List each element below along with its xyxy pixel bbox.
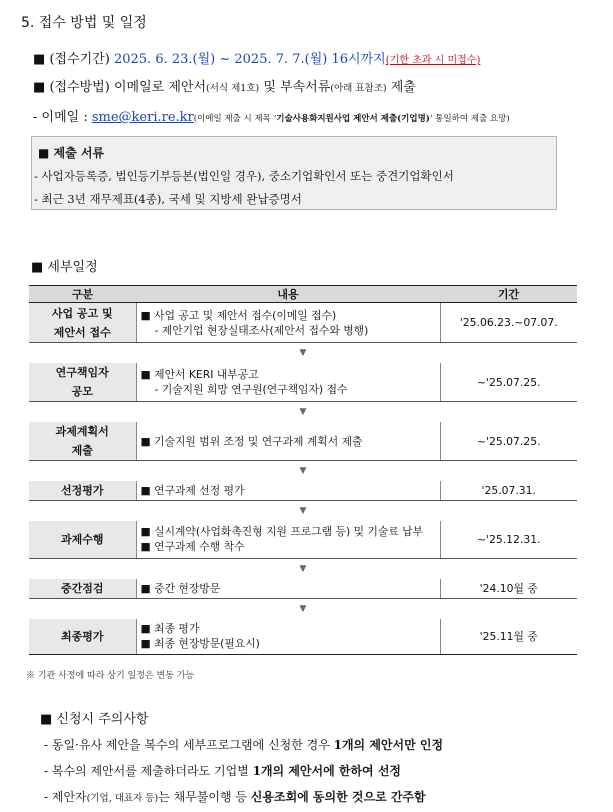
docs-item: - 사업자등록증, 법인등기부등본(법인일 경우), 중소기업확인서 또는 중견기업확인서 <box>34 169 454 183</box>
table-row <box>29 481 577 501</box>
down-arrow-icon: ▼ <box>299 563 307 574</box>
method-line <box>33 76 416 95</box>
email-link[interactable]: sme@keri.re.kr <box>91 110 194 125</box>
period-bullet: ■ <box>33 52 46 67</box>
row-content: ■ 기술지원 범위 조정 및 연구과제 계획서 제출 <box>136 422 440 461</box>
table-row <box>29 619 577 655</box>
method-text2: 및 부속서류 <box>263 80 331 95</box>
period-dates: 2025. 6. 23.(월) ~ 2025. 7. 7.(월) 16시까지 <box>113 52 386 67</box>
header-category: 구분 <box>29 286 136 303</box>
row-label: 선정평가 <box>29 481 136 501</box>
schedule-table <box>29 285 577 655</box>
row-label: 최종평가 <box>29 619 136 655</box>
row-label: 연구책임자 공모 <box>29 363 136 402</box>
period-warning: (기한 초과 시 미접수) <box>385 55 481 66</box>
row-period: ~'25.07.25. <box>440 363 577 402</box>
table-row <box>29 363 577 402</box>
table-row <box>29 521 577 558</box>
table-row <box>29 303 577 343</box>
row-label: 사업 공고 및 제안서 접수 <box>29 303 136 343</box>
schedule-footnote: ※ 기관 사정에 따라 상기 일정은 변동 가능 <box>26 671 195 681</box>
table-row <box>29 579 577 599</box>
period-line <box>33 48 480 67</box>
email-line <box>33 106 510 125</box>
caution-item: - 복수의 제안서를 제출하더라도 기업별 1개의 제안서에 한하여 선정 <box>44 764 402 778</box>
email-note-bold: 기술사용화지원사업 제안서 제출(기업명) <box>276 114 430 124</box>
table-header-row <box>29 286 577 303</box>
docs-title: ■ 제출 서류 <box>38 146 105 160</box>
method-note1: (서식 제1호) <box>206 83 260 94</box>
row-content: ■ 제안서 KERI 내부공고 - 기술지원 희망 연구원(연구책임자) 접수 <box>136 363 440 402</box>
method-text3: 제출 <box>390 80 416 95</box>
method-bullet: ■ <box>33 80 46 95</box>
submission-documents-box <box>31 136 557 210</box>
row-content: ■ 중간 현장방문 <box>136 579 440 599</box>
row-content: ■ 연구과제 선정 평가 <box>136 481 440 501</box>
down-arrow-icon: ▼ <box>299 603 307 614</box>
method-note2: (아래 표참조) <box>330 83 387 94</box>
caution-title: ■ 신청시 주의사항 <box>40 712 149 727</box>
down-arrow-icon: ▼ <box>299 348 307 358</box>
row-period: '25.06.23.~07.07. <box>440 303 577 343</box>
email-label: - 이메일 : <box>33 110 88 125</box>
row-label: 과제계획서 제출 <box>29 422 136 461</box>
table-row <box>29 422 577 461</box>
down-arrow-icon: ▼ <box>299 407 307 417</box>
row-period: ~'25.07.25. <box>440 422 577 461</box>
method-text1: 이메일로 제안서 <box>113 80 207 95</box>
email-note-pre: (이메일 제출 시 제목 ‘ <box>193 114 277 124</box>
email-note-post: ’ 통일하여 제출 요망) <box>429 114 510 124</box>
row-period: '25.11월 중 <box>440 619 577 655</box>
row-label: 중간점검 <box>29 579 136 599</box>
docs-item: - 최근 3년 재무제표(4종), 국세 및 지방세 완납증명서 <box>34 192 302 206</box>
schedule-title: ■ 세부일정 <box>31 260 98 275</box>
header-content: 내용 <box>136 286 440 303</box>
header-period: 기간 <box>440 286 577 303</box>
period-label: (접수기간) <box>49 52 110 67</box>
row-content: ■ 최종 평가 ■ 최종 현장방문(필요시) <box>136 619 440 655</box>
caution-item: - 제안자(기업, 대표자 등)는 채무불이행 등 신용조회에 동의한 것으로 간주함 <box>44 790 426 804</box>
row-content: ■ 사업 공고 및 제안서 접수(이메일 접수) - 제안기업 현장실태조사(제안서 접수와 병행) <box>136 303 440 343</box>
method-label: (접수방법) <box>49 80 110 95</box>
row-period: '25.07.31. <box>440 481 577 501</box>
caution-item: - 동일·유사 제안을 복수의 세부프로그램에 신청한 경우 1개의 제안서만 인정 <box>44 738 444 752</box>
row-content: ■ 실시계약(사업화촉진형 지원 프로그램 등) 및 기술료 납부 ■ 연구과제 수행 착수 <box>136 521 440 558</box>
row-period: ~'25.12.31. <box>440 521 577 558</box>
section-title: 5. 접수 방법 및 일정 <box>21 15 147 31</box>
row-period: '24.10월 중 <box>440 579 577 599</box>
down-arrow-icon: ▼ <box>299 506 307 516</box>
row-label: 과제수행 <box>29 521 136 558</box>
down-arrow-icon: ▼ <box>299 466 307 476</box>
